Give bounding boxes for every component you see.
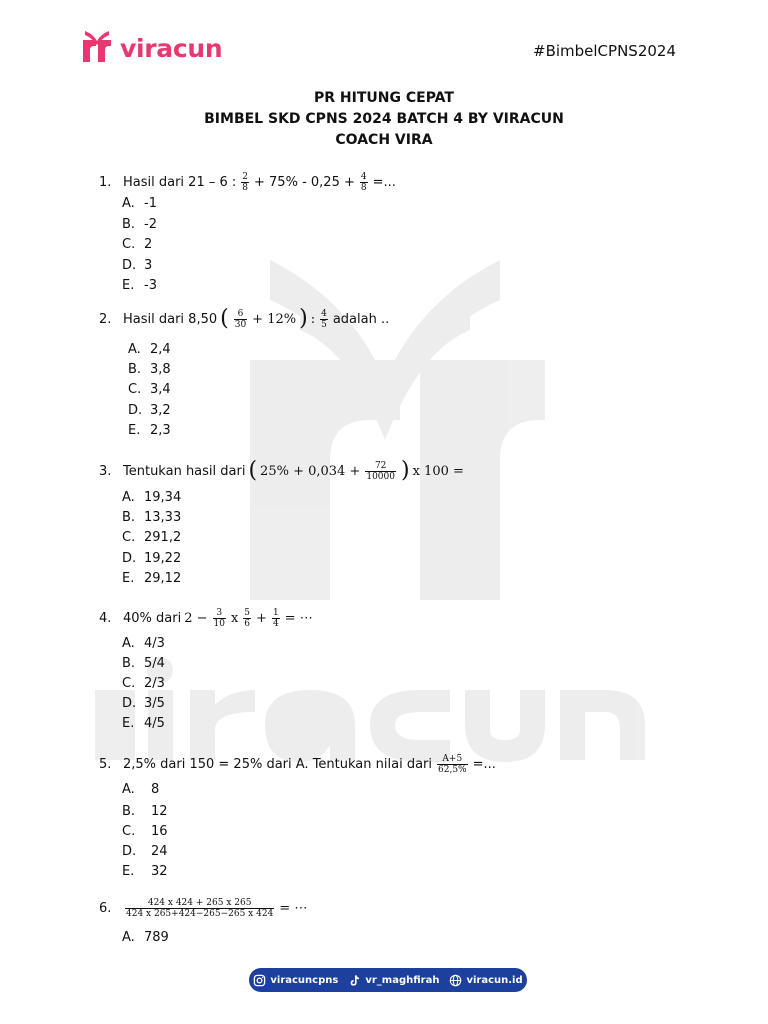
question-text: Hasil dari 21 – 6 : — [123, 175, 237, 190]
fraction: $\frac{A+5}{62,5\%}$ — [438, 754, 467, 775]
fraction: $\frac{4}{5}$ — [321, 308, 327, 330]
footer-text: viracun.id — [466, 974, 523, 986]
option-a[interactable]: A. 19,34 — [122, 490, 182, 505]
title-line-3: COACH VIRA — [335, 132, 433, 148]
question-text: 2,5% dari 150 = 25% dari A. Tentukan nilai dari — [123, 757, 432, 772]
option-d[interactable]: D. 3 — [122, 258, 153, 273]
fraction: $\frac{3}{10}$ — [213, 608, 225, 629]
option-e[interactable]: E. 32 — [122, 864, 168, 879]
footer-text: vr_maghfirah — [365, 974, 440, 986]
question-number: 5. — [99, 757, 112, 772]
option-c[interactable]: C. 3,4 — [128, 382, 171, 397]
question-text: Tentukan hasil dari — [123, 463, 246, 479]
question-number: 1. — [99, 175, 112, 190]
question-number: 4. — [99, 611, 112, 626]
option-d[interactable]: D. 3/5 — [122, 696, 165, 711]
question-stem — [99, 172, 396, 193]
option-b[interactable]: B. 12 — [122, 804, 168, 819]
question-text: Hasil dari 8,50 — [123, 311, 218, 327]
question-text: + 75% - 0,25 + — [254, 175, 355, 190]
question-text: 40% dari — [123, 611, 182, 626]
social-footer — [249, 968, 527, 992]
fraction: $\frac{2}{8}$ — [242, 172, 249, 193]
question-stem: 4. 40% dari 2 − $\frac{3}{10}$ x $\frac{5}{6}$ + $\frac{1}{4}$ = ⋯ — [99, 608, 313, 629]
page-header — [0, 0, 768, 80]
option-a[interactable]: A. 8 — [122, 782, 160, 797]
question-text: =... — [472, 757, 496, 772]
option-a[interactable]: A. 4/3 — [122, 636, 165, 651]
question-stem: 2. Hasil dari 8,50 ( $\frac{6}{30}$ + 12% ) : $\frac{4}{5}$ adalah .. — [99, 306, 390, 331]
question-stem: 3. Tentukan hasil dari ( 25% + 0,034 + $\frac{72}{10000}$ ) x 100 = — [99, 458, 464, 483]
option-c[interactable]: C. 16 — [122, 824, 168, 839]
footer-website[interactable] — [449, 974, 522, 987]
brand-logo — [80, 28, 222, 68]
fraction: $\frac{72}{10000}$ — [366, 460, 395, 482]
globe-icon — [449, 974, 462, 987]
question-number: 2. — [99, 311, 112, 327]
fraction: $\frac{6}{30}$ — [234, 308, 247, 330]
option-b[interactable]: B. 13,33 — [122, 510, 182, 525]
option-d[interactable]: D. 19,22 — [122, 551, 182, 566]
document-titles — [0, 88, 768, 151]
option-c[interactable]: C. 2/3 — [122, 676, 165, 691]
option-d[interactable]: D. 3,2 — [128, 403, 171, 418]
title-line-1: PR HITUNG CEPAT — [314, 90, 454, 106]
tiktok-icon — [348, 974, 361, 987]
question-stem: 6. $\frac{424 x 424 + 265 x 265}{424 x 265+424-265-265 x 424}$ = ⋯ — [99, 898, 308, 919]
footer-tiktok[interactable] — [348, 974, 439, 987]
hashtag-text: #BimbelCPNS2024 — [533, 42, 676, 60]
option-a[interactable]: A. 2,4 — [128, 342, 171, 357]
question-stem — [99, 754, 496, 775]
question-number: 6. — [99, 901, 112, 916]
option-d[interactable]: D. 24 — [122, 844, 168, 859]
option-c[interactable]: C. 291,2 — [122, 530, 182, 545]
question-text: =... — [372, 175, 396, 190]
option-a[interactable]: A. 789 — [122, 930, 169, 945]
option-e[interactable]: E. 4/5 — [122, 716, 165, 731]
option-a[interactable]: A. -1 — [122, 196, 157, 211]
option-b[interactable]: B. 5/4 — [122, 656, 165, 671]
footer-instagram[interactable] — [253, 974, 338, 987]
option-e[interactable]: E. 2,3 — [128, 423, 171, 438]
question-number: 3. — [99, 463, 112, 479]
fraction: $\frac{5}{6}$ — [244, 608, 251, 629]
viracun-logo-icon — [80, 28, 114, 68]
title-line-2: BIMBEL SKD CPNS 2024 BATCH 4 BY VIRACUN — [204, 111, 564, 127]
footer-text: viracuncpns — [270, 974, 339, 986]
option-e[interactable]: E. 29,12 — [122, 571, 182, 586]
option-c[interactable]: C. 2 — [122, 237, 153, 252]
fraction: $\frac{424 x 424 + 265 x 265}{424 x 265+424-265-265 x 424}$ — [126, 898, 274, 919]
brand-name: viracun — [120, 33, 223, 63]
instagram-icon — [253, 974, 266, 987]
option-b[interactable]: B. -2 — [122, 217, 157, 232]
option-b[interactable]: B. 3,8 — [128, 362, 171, 377]
option-e[interactable]: E. -3 — [122, 278, 157, 293]
fraction: $\frac{4}{8}$ — [360, 172, 367, 193]
question-text: adalah .. — [332, 311, 390, 327]
fraction: $\frac{1}{4}$ — [272, 608, 279, 629]
